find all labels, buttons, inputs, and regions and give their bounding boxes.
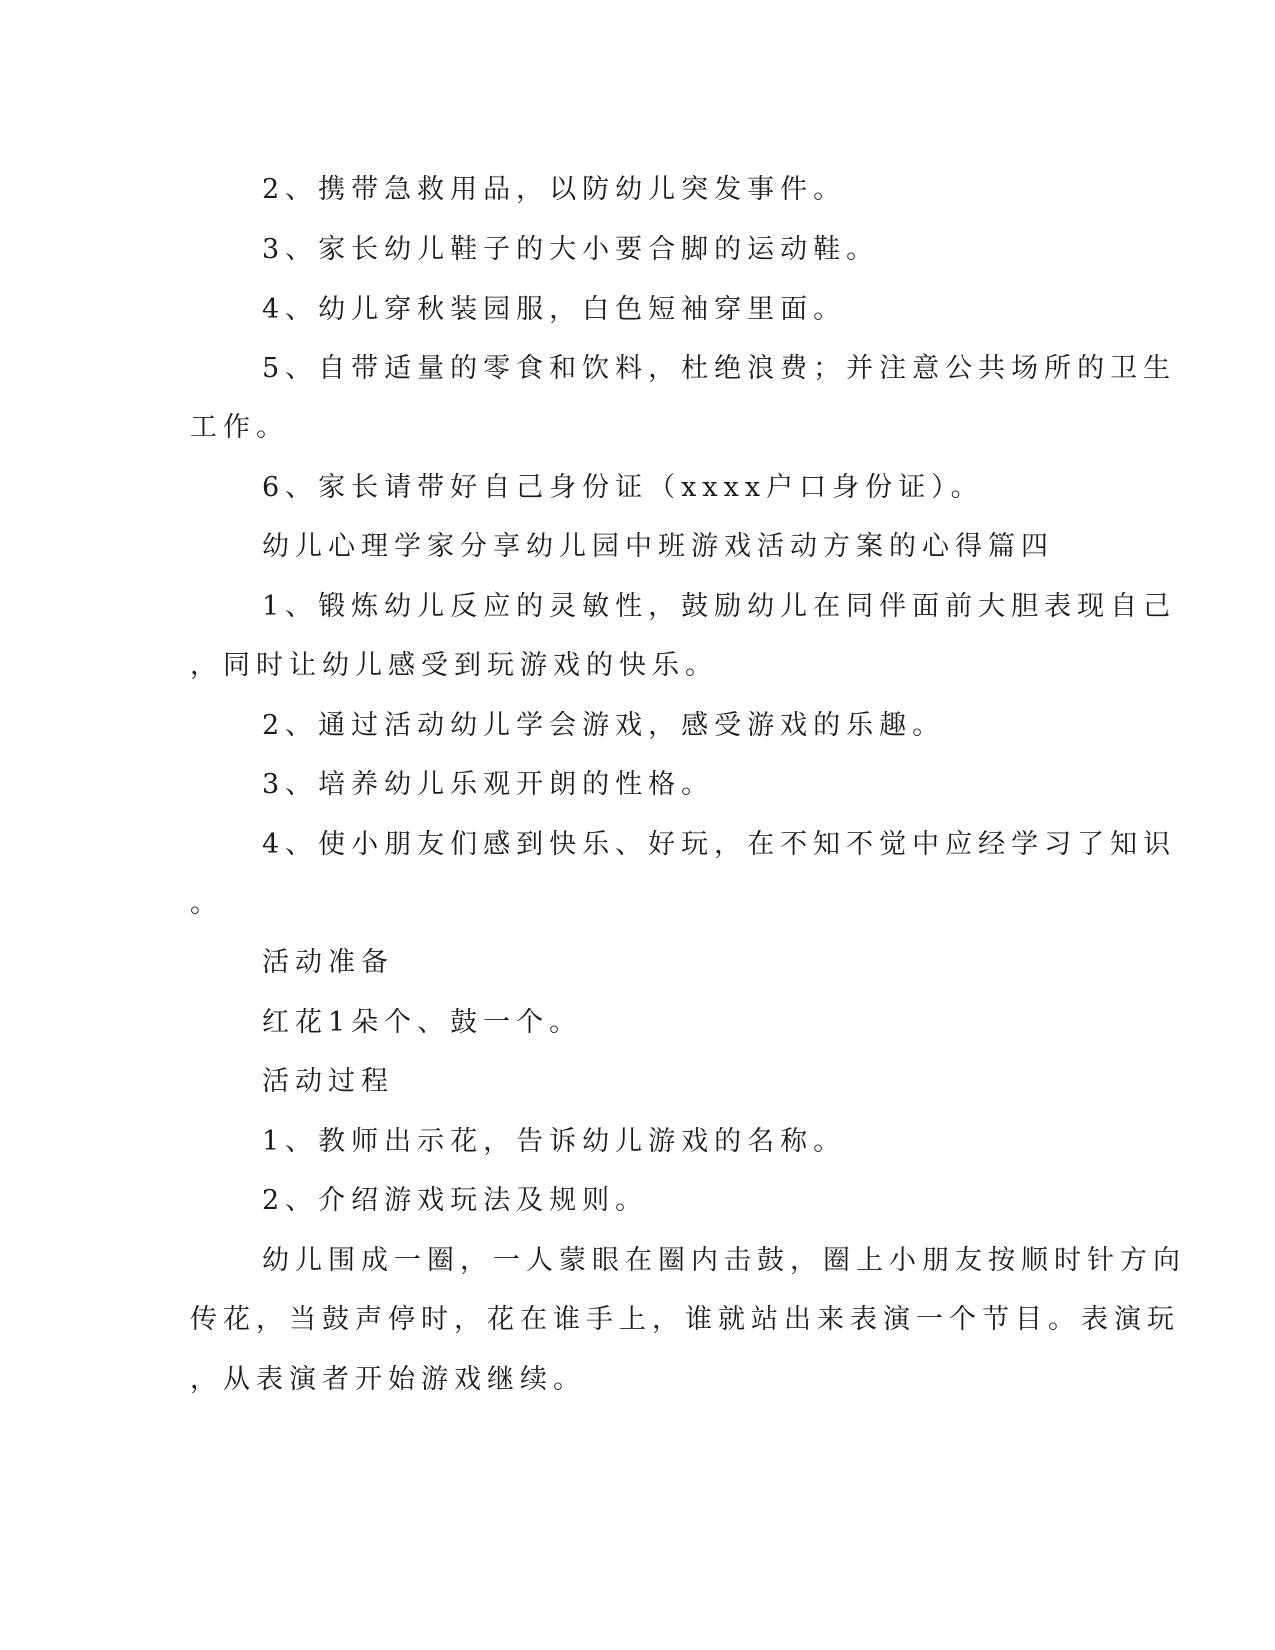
rules-paragraph-line-3: ，从表演者开始游戏继续。 xyxy=(190,1364,586,1395)
preparation-materials: 红花1朵个、鼓一个。 xyxy=(262,1007,583,1038)
list-item-bring-first-aid: 2、携带急救用品，以防幼儿突发事件。 xyxy=(262,174,847,205)
list-item-sports-shoes: 3、家长幼儿鞋子的大小要合脚的运动鞋。 xyxy=(262,234,880,265)
goal-item-optimism: 3、培养幼儿乐观开朗的性格。 xyxy=(262,769,715,800)
subheading-process: 活动过程 xyxy=(262,1066,394,1097)
goal-item-learning-fun-continued: 。 xyxy=(190,888,223,919)
goal-item-learn-game: 2、通过活动幼儿学会游戏，感受游戏的乐趣。 xyxy=(262,710,946,741)
subheading-preparation: 活动准备 xyxy=(262,947,394,978)
goal-item-reaction: 1、锻炼幼儿反应的灵敏性，鼓励幼儿在同伴面前大胆表现自己 xyxy=(262,591,1177,622)
list-item-id-card: 6、家长请带好自己身份证（xxxx户口身份证）。 xyxy=(262,472,984,503)
rules-paragraph-line-1: 幼儿围成一圈，一人蒙眼在圈内击鼓，圈上小朋友按顺时针方向 xyxy=(262,1245,1186,1276)
rules-paragraph-line-2: 传花，当鼓声停时，花在谁手上，谁就站出来表演一个节目。表演玩 xyxy=(190,1304,1180,1335)
process-step-rules: 2、介绍游戏玩法及规则。 xyxy=(262,1185,649,1216)
list-item-snacks-drinks: 5、自带适量的零食和饮料，杜绝浪费；并注意公共场所的卫生 xyxy=(262,353,1177,384)
goal-item-learning-fun: 4、使小朋友们感到快乐、好玩，在不知不觉中应经学习了知识 xyxy=(262,829,1177,860)
section-heading: 幼儿心理学家分享幼儿园中班游戏活动方案的心得篇四 xyxy=(262,531,1054,562)
goal-item-reaction-continued: ，同时让幼儿感受到玩游戏的快乐。 xyxy=(190,650,718,681)
process-step-show-flower: 1、教师出示花，告诉幼儿游戏的名称。 xyxy=(262,1126,847,1157)
list-item-snacks-drinks-continued: 工作。 xyxy=(190,412,289,443)
list-item-autumn-uniform: 4、幼儿穿秋装园服，白色短袖穿里面。 xyxy=(262,294,847,325)
